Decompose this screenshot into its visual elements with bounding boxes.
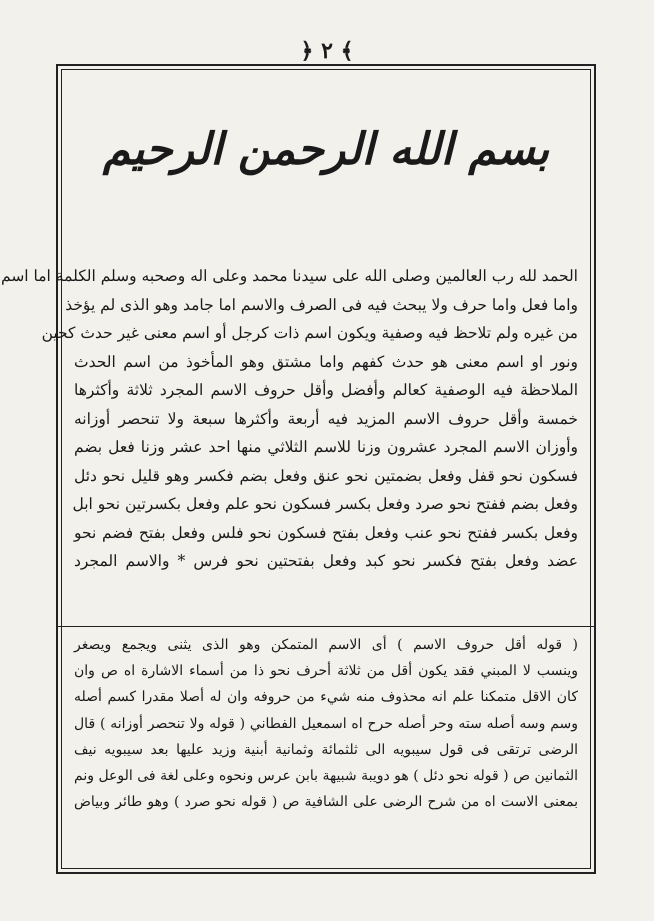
page-frame xyxy=(1,64,596,874)
main-text-line: واما فعل واما حرف ولا يبحث فيه فى الصرف والاسم اما جامد وهو الذى لم يؤخذ xyxy=(65,295,578,314)
main-text-line: وفعل بكسر ففتح نحو عنب وفعل بفتح فسكون نحو فلس وفعل بفتح فضم نحو xyxy=(74,523,578,542)
main-text-line: ونور او اسم معنى هو حدث كفهم واما مشتق وهو المأخوذ من اسم الحدث xyxy=(74,352,578,371)
footnote-line: وينسب لا المبني فقد يكون أقل من ثلاثة أحرف نحو ذا من أسماء الاشارة اه ص وان xyxy=(74,663,578,680)
footnote-line: كان الاقل متمكنا علم انه محذوف منه شيء من حروفه وان له أصلا مقدرا كسم أصله xyxy=(74,689,578,706)
main-text-line: وفعل بضم ففتح نحو صرد وفعل بكسر فسكون نحو علم وفعل بكسرتين نحو ابل xyxy=(72,495,578,513)
main-text-line: الملاحظة فيه الوصفية كعالم وأفضل وأقل حروف الاسم المجرد ثلاثة وأكثرها xyxy=(74,381,578,399)
footnotes xyxy=(74,632,578,815)
footnote-line: ( قوله أقل حروف الاسم ) أى الاسم المتمكن وهو الذى يثنى ويجمع ويصغر xyxy=(74,637,578,653)
main-text-line: فسكون نحو قفل وفعل بضمتين نحو عنق وفعل بضم فكسر وهو قليل نحو دئل xyxy=(74,466,578,485)
main-text-line: خمسة وأقل حروف الاسم المزيد فيه أربعة وأكثرها سبعة ولا تنحصر أوزانه xyxy=(74,409,578,428)
main-text xyxy=(1,262,578,576)
main-text-line: عضد وفعل بفتح فكسر نحو كبد وفعل بفتحتين نحو فرس * والاسم المجرد xyxy=(74,552,578,570)
page-number: ﴿ ٢ ﴾ xyxy=(300,38,354,64)
main-text-line: وأوزان الاسم المجرد عشرون وزنا للاسم الثلاثي منها احد عشر وزنا فعل بضم xyxy=(74,438,578,456)
basmala-calligraphy: بسم الله الرحمن الرحيم xyxy=(102,124,550,175)
notes-separator xyxy=(58,626,594,627)
main-text-line: الحمد لله رب العالمين وصلى الله على سيدنا محمد وعلى اله وصحبه وسلم الكلمة اما اسم xyxy=(1,267,578,285)
footnote-line: وسم وسه أصله سته وحر أصله حرح اه اسمعيل الفطاني ( قوله ولا تنحصر أوزانه ) قال xyxy=(74,715,578,732)
main-text-line: من غيره ولم تلاحظ فيه وصفية ويكون اسم ذات كرجل أو اسم معنى غير حدث كحين xyxy=(41,324,578,342)
footnote-line: بمعنى الاست اه من شرح الرضى على الشافية ص ( قوله نحو صرد ) وهو طائر وبياض xyxy=(74,794,578,811)
footnote-line: الرضى ترتقى فى قول سيبويه الى ثلثمائة وثمانية أبنية وزيد عليها بعد سيبويه نيف xyxy=(74,741,578,758)
footnote-line: الثمانين ص ( قوله نحو دئل ) هو دويبة شبيهة بابن عرس ونحوه وعلى لغة فى الوعل ونم xyxy=(74,767,578,784)
